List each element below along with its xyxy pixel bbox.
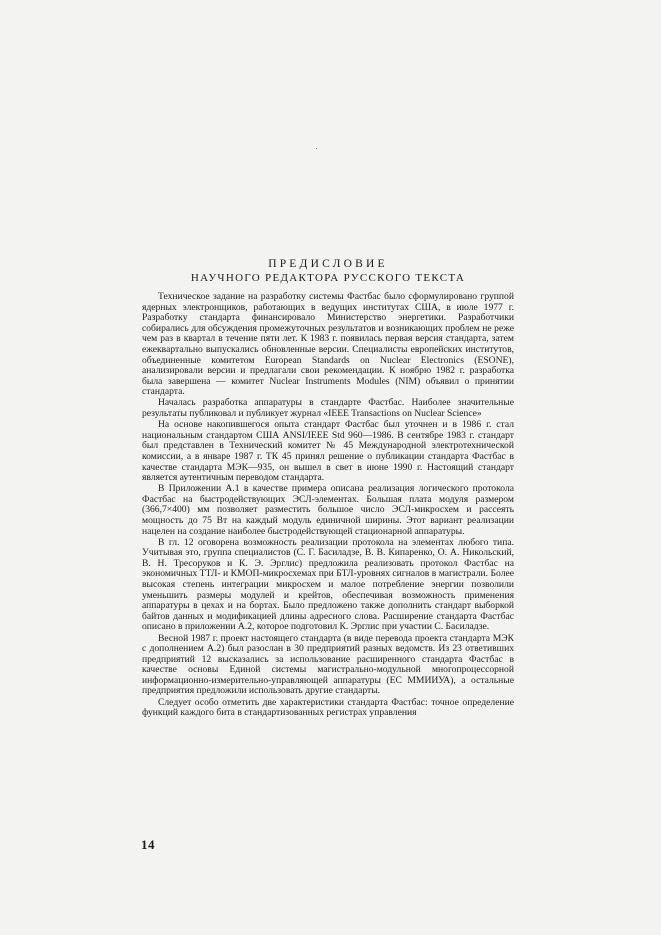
paragraph-1: Техническое задание на разработку системы Фастбас было сформулировано группой ядерных электронщиков, работающих в ведущих институтах США, в июле 1977 г. Разработку стандарта финансировало Министерство энергетики. Разработчики собирались для обсуждения промежуточных результатов и возникающих проблем не реже чем раз в квартал в течение пяти лет. К 1983 г. появилась первая версия стандарта, затем ежеквартально выпускались обновленные версии. Специалисты европейских институтов, объединенные комитетом European Standards on Nuclear Electronics (ESONE), анализировали версии и предлагали свои рекомендации. К ноябрю 1982 г. разработка была завершена — комитет Nuclear Instruments Modules (NIM) объявил о принятии стандарта.	[142, 291, 514, 398]
paragraph-3: На основе накопившегося опыта стандарт Фастбас был уточнен и в 1986 г. стал национальным стандартом США ANSI/IEEE Std 960—1986. В сентябре 1983 г. стандарт был представлен в Технический комитет № 45 Международной электротехнической комиссии, а в январе 1987 г. ТК 45 принял решение о публикации стандарта Фастбас в качестве стандарта МЭК—935, он вышел в свет в июне 1990 г. Настоящий стандарт является аутентичным переводом стандарта.	[142, 419, 514, 484]
paragraph-5: В гл. 12 оговорена возможность реализации протокола на элементах любого типа. Учитывая это, группа специалистов (С. Г. Басиладзе, В. В. Кипаренко, О. А. Никольский, В. Н. Тресоруков и К. Э. Эрглис) предложила реализовать протокол Фастбас на экономичных ТТЛ- и КМОП-микросхемах при БТЛ-уровнях сигналов в магистрали. Более высокая степень интеграции микросхем и малое потребление энергии позволили уменьшить размеры модулей и крейтов, обеспечивая возможность применения аппаратуры в цехах и на бортах. Было предложено также дополнить стандарт выборкой байтов данных и модификацией длины адресного слова. Расширение стандарта Фастбас описано в приложении А.2, которое подготовил К. Эрглис при участии С. Басиладзе.	[142, 536, 514, 633]
paragraph-6: Весной 1987 г. проект настоящего стандарта (в виде перевода проекта стандарта МЭК с дополнением А.2) был разослан в 30 предприятий разных ведомств. Из 23 ответивших предприятий 12 высказались за использование расширенного стандарта Фастбас в качестве основы Единой системы магистрально-модульной многопроцессорной информационно-измерительно-управляющей аппаратуры (ЕС ММИИУА), а остальные предприятия предложили использовать другие стандарты.	[142, 632, 514, 697]
scan-speck	[316, 148, 317, 149]
preface-body	[142, 292, 514, 719]
paragraph-2: Началась разработка аппаратуры в стандарте Фастбас. Наиболее значительные результаты публиковал и публикует журнал «IEEE Transactions on Nuclear Science»	[142, 397, 514, 420]
paragraph-7: Следует особо отметить две характеристики стандарта Фастбас: точное определение функций каждого бита в стандартизованных регистрах управления	[142, 696, 514, 719]
page-number: 14	[141, 837, 155, 852]
heading-title: ПРЕДИСЛОВИЕ	[268, 258, 388, 270]
paragraph-4: В Приложении А.1 в качестве примера описана реализация логического протокола Фастбас на быстродействующих ЭСЛ-элементах. Большая плата модуля размером (366,7×400) мм позволяет разместить большое число ЭСЛ-микросхем и рассеять мощность до 75 Вт на каждый модуль единичной ширины. Этот вариант реализации нацелен на создание наиболее быстродействующей стационарной аппаратуры.	[142, 483, 514, 537]
preface-heading	[142, 258, 514, 285]
heading-subtitle: НАУЧНОГО РЕДАКТОРА РУССКОГО ТЕКСТА	[190, 272, 466, 284]
